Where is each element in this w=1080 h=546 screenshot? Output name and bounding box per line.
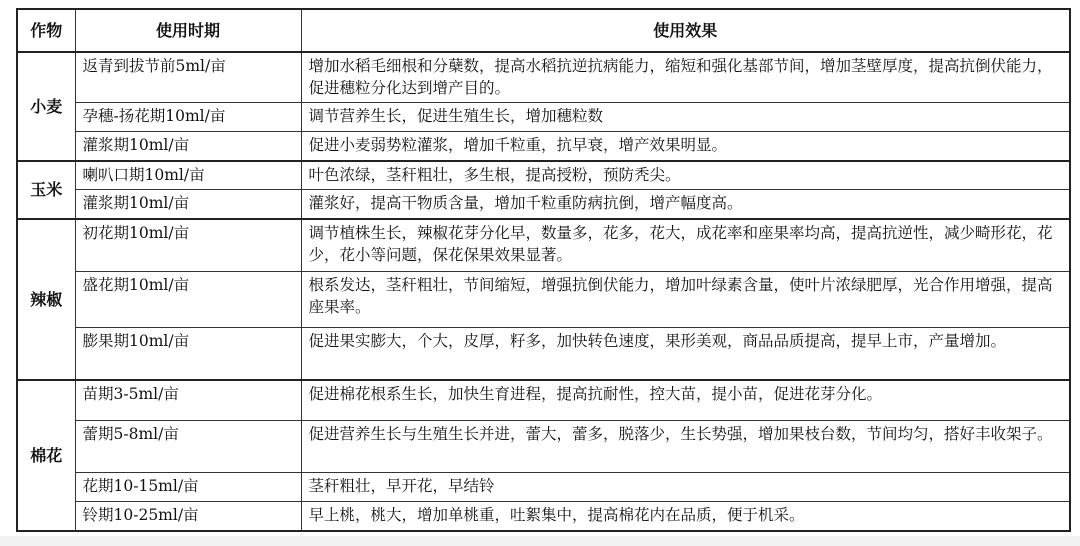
period-cell: 铃期10-25ml/亩 bbox=[75, 502, 301, 531]
period-cell: 蕾期5-8ml/亩 bbox=[75, 420, 301, 472]
table-row bbox=[17, 103, 1070, 132]
period-cell: 喇叭口期10ml/亩 bbox=[75, 161, 301, 190]
effect-cell: 调节植株生长，辣椒花芽分化早，数量多，花多，花大，成花率和座果率均高，提高抗逆性，减少畸形花，花少，花小等问题，保花保果效果显著。 bbox=[301, 219, 1070, 271]
period-cell: 返青到拔节前5ml/亩 bbox=[75, 52, 301, 102]
period-cell: 花期10-15ml/亩 bbox=[75, 473, 301, 502]
effect-cell: 茎秆粗壮，早开花，早结铃 bbox=[301, 473, 1070, 502]
table-row bbox=[17, 328, 1070, 380]
effect-cell: 早上桃，桃大，增加单桃重，吐絮集中，提高棉花内在品质，便于机采。 bbox=[301, 502, 1070, 531]
effect-cell: 促进小麦弱势粒灌浆，增加千粒重，抗早衰，增产效果明显。 bbox=[301, 132, 1070, 161]
effect-cell: 灌浆好，提高干物质含量，增加千粒重防病抗倒，增产幅度高。 bbox=[301, 190, 1070, 219]
table-row bbox=[17, 502, 1070, 531]
table-row bbox=[17, 473, 1070, 502]
crop-usage-table bbox=[16, 8, 1071, 532]
header-effect: 使用效果 bbox=[301, 9, 1070, 52]
crop-name-cotton: 棉花 bbox=[17, 380, 75, 531]
table-row bbox=[17, 132, 1070, 161]
effect-cell: 增加水稻毛细根和分蘖数，提高水稻抗逆抗病能力，缩短和强化基部节间，增加茎壁厚度，提高抗倒伏能力，促进穗粒分化达到增产目的。 bbox=[301, 52, 1070, 102]
period-cell: 孕穗-扬花期10ml/亩 bbox=[75, 103, 301, 132]
table-row bbox=[17, 380, 1070, 420]
table-row bbox=[17, 52, 1070, 102]
crop-name-wheat: 小麦 bbox=[17, 52, 75, 161]
effect-cell: 根系发达，茎秆粗壮，节间缩短，增强抗倒伏能力，增加叶绿素含量，使叶片浓绿肥厚，光合作用增强，提高座果率。 bbox=[301, 271, 1070, 327]
effect-cell: 叶色浓绿，茎秆粗壮，多生根，提高授粉，预防秃尖。 bbox=[301, 161, 1070, 190]
crop-name-corn: 玉米 bbox=[17, 161, 75, 219]
period-cell: 苗期3-5ml/亩 bbox=[75, 380, 301, 420]
period-cell: 灌浆期10ml/亩 bbox=[75, 132, 301, 161]
crop-name-pepper: 辣椒 bbox=[17, 219, 75, 380]
effect-cell: 促进营养生长与生殖生长并进，蕾大，蕾多，脱落少，生长势强，增加果枝台数，节间均匀，搭好丰收架子。 bbox=[301, 420, 1070, 472]
effect-cell: 促进果实膨大，个大，皮厚，籽多，加快转色速度，果形美观，商品品质提高，提早上市，产量增加。 bbox=[301, 328, 1070, 380]
table-row bbox=[17, 161, 1070, 190]
period-cell: 盛花期10ml/亩 bbox=[75, 271, 301, 327]
effect-cell: 促进棉花根系生长，加快生育进程，提高抗耐性，控大苗，提小苗，促进花芽分化。 bbox=[301, 380, 1070, 420]
table-row bbox=[17, 190, 1070, 219]
table-row bbox=[17, 271, 1070, 327]
header-period: 使用时期 bbox=[75, 9, 301, 52]
table-row bbox=[17, 420, 1070, 472]
effect-cell: 调节营养生长，促进生殖生长，增加穗粒数 bbox=[301, 103, 1070, 132]
header-row bbox=[17, 9, 1070, 52]
period-cell: 膨果期10ml/亩 bbox=[75, 328, 301, 380]
period-cell: 灌浆期10ml/亩 bbox=[75, 190, 301, 219]
header-crop: 作物 bbox=[17, 9, 75, 52]
table-row bbox=[17, 219, 1070, 271]
period-cell: 初花期10ml/亩 bbox=[75, 219, 301, 271]
